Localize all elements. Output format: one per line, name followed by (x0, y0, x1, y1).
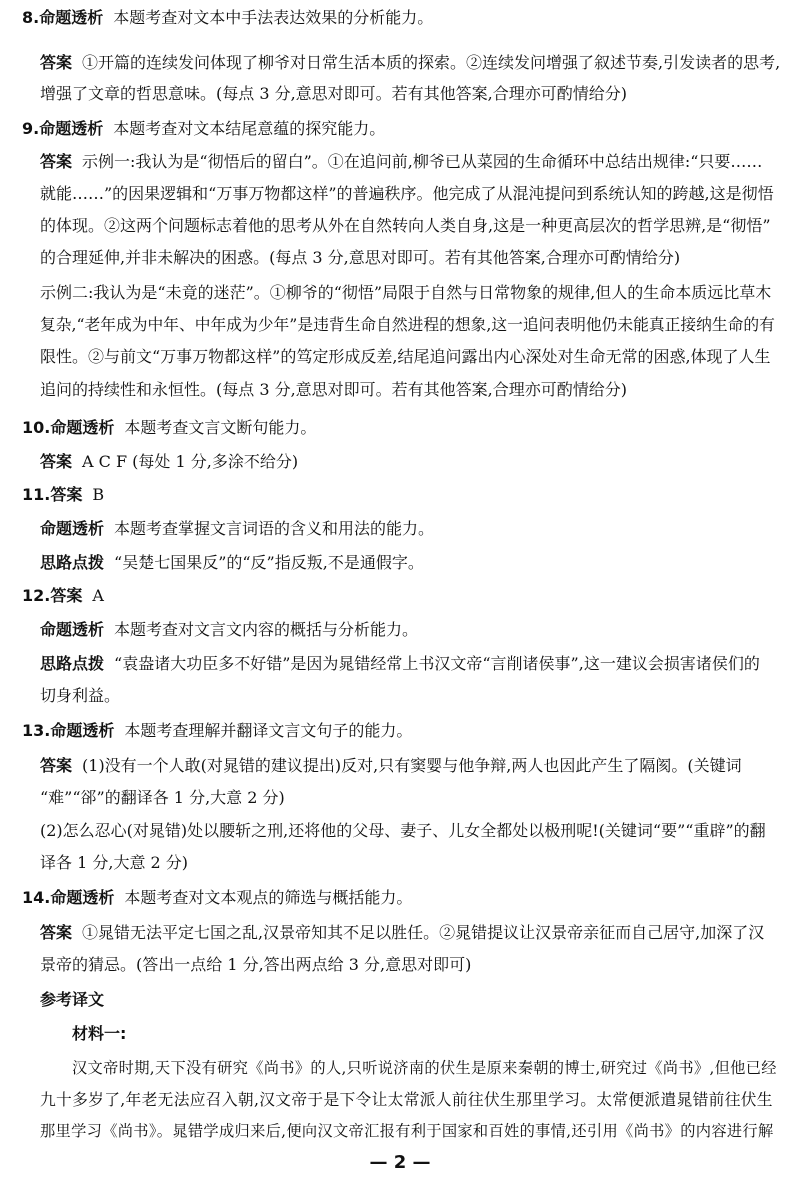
tag-label: 命题透析 (40, 519, 105, 538)
tag-label: 命题透析 (39, 119, 104, 138)
tag-label: 命题透析 (50, 418, 115, 437)
tag-text: 本题考查掌握文言词语的含义和用法的能力。 (114, 519, 435, 538)
answer-text: (1)没有一个人敢(对晁错的建议提出)反对,只有窦婴与他争辩,两人也因此产生了隔阂。(关键词 (82, 756, 742, 775)
material-label: 材料一: (72, 1024, 127, 1043)
q13-answer1-line-2: “难”“郤”的翻译各 1 分,大意 2 分) (40, 788, 285, 807)
tag-text: 本题考查理解并翻译文言文句子的能力。 (124, 721, 413, 740)
q9-example2-line-3: 限性。②与前文“万事万物都这样”的笃定形成反差,结尾追问露出内心深处对生命无常的困惑,体现了人生 (40, 347, 771, 366)
tag-text: 本题考查对文本结尾意蕴的探究能力。 (113, 119, 386, 138)
tag-text: 本题考查对文本中手法表达效果的分析能力。 (113, 8, 434, 27)
answer-text: A (92, 586, 104, 605)
tag-label: 命题透析 (39, 8, 104, 27)
q8-heading (22, 8, 433, 28)
hint-label: 思路点拨 (40, 654, 105, 673)
q13-answer1-line-1 (40, 756, 742, 776)
q9-example1-line-2: 就能……”的因果逻辑和“万事万物都这样”的普遍秩序。他完成了从混沌提问到系统认知的跨越,这是彻悟 (40, 184, 774, 203)
answer-text: A C F (每处 1 分,多涂不给分) (82, 452, 299, 471)
answer-label: 答案 (40, 452, 73, 471)
translation-line-1: 汉文帝时期,天下没有研究《尚书》的人,只听说济南的伏生是原来秦朝的博士,研究过《尚书》,但他已经 (72, 1059, 777, 1077)
q12-hint-line-2: 切身利益。 (40, 686, 121, 705)
hint-label: 思路点拨 (40, 553, 105, 572)
q9-example1-line-4: 的合理延伸,并非未解决的困惑。(每点 3 分,意思对即可。若有其他答案,合理亦可酌情给分) (40, 248, 681, 267)
answer-text: B (92, 485, 105, 504)
tag-text: 本题考查对文本观点的筛选与概括能力。 (124, 888, 413, 907)
question-number: 12. (22, 586, 51, 605)
answer-label: 答案 (40, 756, 73, 775)
question-number: 10. (22, 418, 51, 437)
q13-heading (22, 721, 412, 741)
q9-example2-line-1: 示例二:我认为是“未竟的迷茫”。①柳爷的“彻悟”局限于自然与日常物象的规律,但人的生命本质远比草木 (40, 283, 772, 302)
hint-text: “袁盎诸大功臣多不好错”是因为晁错经常上书汉文帝“言削诸侯事”,这一建议会损害诸侯们的 (114, 654, 760, 673)
translation-heading: 参考译文 (40, 990, 105, 1009)
translation-line-3: 那里学习《尚书》。晁错学成归来后,便向汉文帝汇报有利于国家和百姓的事情,还引用《尚书》的内容进行解 (40, 1122, 774, 1140)
q10-heading (22, 418, 316, 438)
question-number: 13. (22, 721, 51, 740)
q8-answer-line-1 (40, 53, 780, 73)
q11-hint (40, 553, 424, 573)
q14-answer-line-1 (40, 923, 764, 943)
tag-label: 命题透析 (50, 888, 115, 907)
question-number: 11. (22, 485, 51, 504)
question-number: 9. (22, 119, 40, 138)
q9-example2-line-2: 复杂,“老年成为中年、中年成为少年”是违背生命自然进程的想象,这一追问表明他仍未能真正接纳生命的有 (40, 315, 775, 334)
tag-label: 命题透析 (40, 620, 105, 639)
q10-answer (40, 452, 298, 472)
question-number: 8. (22, 8, 40, 27)
answer-label: 答案 (50, 586, 83, 605)
answer-label: 答案 (40, 152, 73, 171)
translation-line-2: 九十多岁了,年老无法应召入朝,汉文帝于是下令让太常派人前往伏生那里学习。太常便派遣晁错前往伏生 (40, 1090, 773, 1109)
tag-text: 本题考查文言文断句能力。 (124, 418, 317, 437)
q9-example1-line-1 (40, 152, 762, 172)
q9-example1-line-3: 的体现。②这两个问题标志着他的思考从外在自然转向人类自身,这是一种更高层次的哲学思辨,是“彻悟” (40, 216, 771, 235)
q9-heading (22, 119, 385, 139)
answer-text: ①开篇的连续发问体现了柳爷对日常生活本质的探索。②连续发问增强了叙述节奏,引发读者的思考, (82, 53, 781, 72)
tag-text: 本题考查对文言文内容的概括与分析能力。 (114, 620, 419, 639)
q12-heading (22, 586, 104, 606)
q11-heading (22, 485, 104, 505)
q8-answer-line-2: 增强了文章的哲思意味。(每点 3 分,意思对即可。若有其他答案,合理亦可酌情给分) (40, 84, 628, 103)
q14-answer-line-2: 景帝的猜忌。(答出一点给 1 分,答出两点给 3 分,意思对即可) (40, 955, 472, 974)
answer-text: 示例一:我认为是“彻悟后的留白”。①在追问前,柳爷已从菜园的生命循环中总结出规律:“只要…… (82, 152, 763, 171)
q9-example2-line-4: 追问的持续性和永恒性。(每点 3 分,意思对即可。若有其他答案,合理亦可酌情给分) (40, 380, 628, 399)
q12-analysis (40, 620, 418, 640)
q13-answer2-line-1: (2)怎么忍心(对晁错)处以腰斩之刑,还将他的父母、妻子、儿女全都处以极刑呢!(关键词“要”“重辟”的翻 (40, 821, 766, 840)
hint-text: “吴楚七国果反”的“反”指反叛,不是通假字。 (114, 553, 424, 572)
page-number: — 2 — (369, 1152, 431, 1173)
question-number: 14. (22, 888, 51, 907)
q12-hint-line-1 (40, 654, 760, 674)
answer-label: 答案 (40, 53, 73, 72)
answer-label: 答案 (50, 485, 83, 504)
q13-answer2-line-2: 译各 1 分,大意 2 分) (40, 853, 189, 872)
answer-text: ①晁错无法平定七国之乱,汉景帝知其不足以胜任。②晁错提议让汉景帝亲征而自己居守,加深了汉 (82, 923, 765, 942)
answer-label: 答案 (40, 923, 73, 942)
q11-analysis (40, 519, 434, 539)
tag-label: 命题透析 (50, 721, 115, 740)
q14-heading (22, 888, 412, 908)
